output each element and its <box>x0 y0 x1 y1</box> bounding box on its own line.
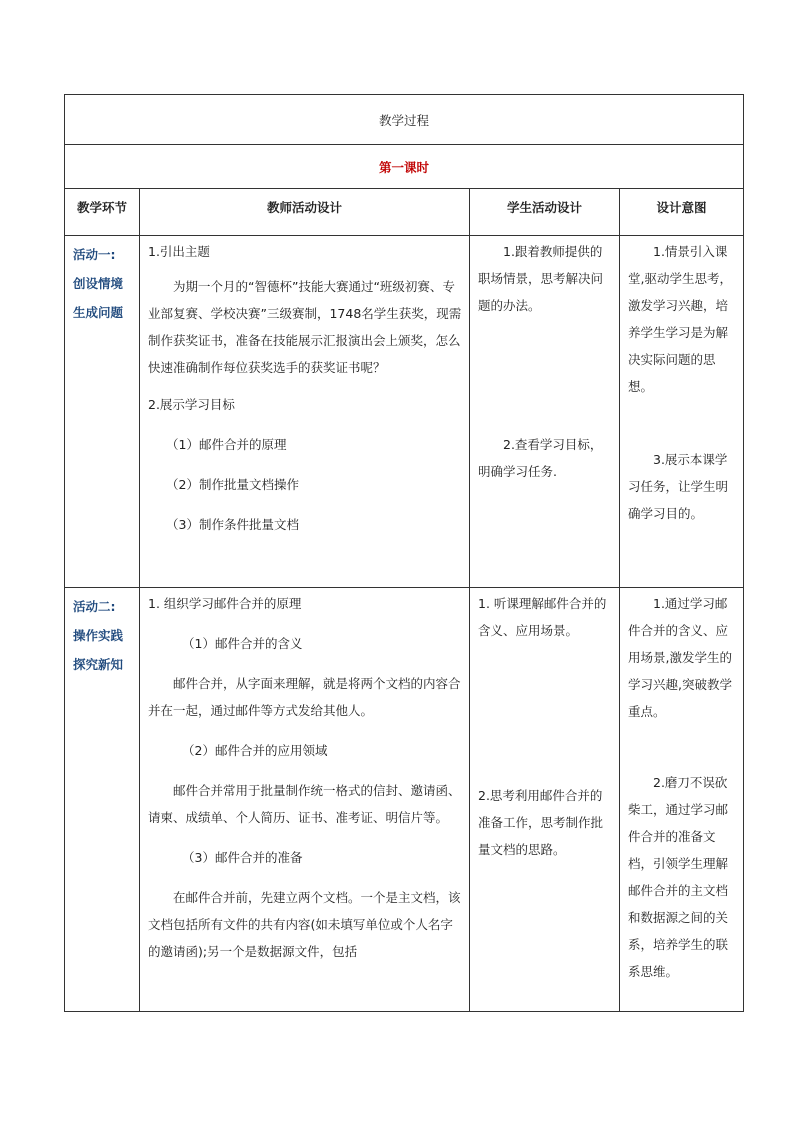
column-headers <box>65 189 744 236</box>
lesson-plan-table <box>64 94 744 1012</box>
teacher-paragraph: 在邮件合并前，先建立两个文档。一个是主文档，该文档包括所有文件的共有内容(如未填写单位或个人名字的邀请函);另一个是数据源文件，包括 <box>148 890 461 959</box>
student-paragraph: 1.跟着教师提供的职场情景，思考解决问题的办法。 <box>478 244 604 313</box>
teacher-paragraph: 邮件合并常用于批量制作统一格式的信封、邀请函、请柬、成绩单、个人简历、证书、准考证、明信片等。 <box>148 783 461 825</box>
teacher-activity <box>140 236 470 588</box>
design-intent <box>620 236 744 588</box>
teacher-paragraph: （3）制作条件批量文档 <box>166 517 299 532</box>
student-activity <box>470 236 620 588</box>
teacher-paragraph: （1）邮件合并的原理 <box>166 437 287 452</box>
student-paragraph: 1. 听课理解邮件合并的含义、应用场景。 <box>478 596 607 638</box>
teacher-paragraph: 2.展示学习目标 <box>148 397 235 412</box>
student-paragraph: 2.思考利用邮件合并的准备工作，思考制作批量文档的思路。 <box>478 788 604 857</box>
intent-paragraph: 3.展示本课学习任务，让学生明确学习目的。 <box>628 452 729 521</box>
teacher-paragraph: 邮件合并，从字面来理解，就是将两个文档的内容合并在一起，通过邮件等方式发给其他人。 <box>148 676 461 718</box>
teacher-activity <box>140 588 470 1012</box>
student-activity <box>470 588 620 1012</box>
teacher-paragraph: （3）邮件合并的准备 <box>182 850 303 865</box>
column-header-student: 学生活动设计 <box>470 189 620 236</box>
teacher-paragraph: 1. 组织学习邮件合并的原理 <box>148 596 302 611</box>
column-header-teacher: 教师活动设计 <box>140 189 470 236</box>
teacher-paragraph: （2）邮件合并的应用领域 <box>182 743 328 758</box>
activity-row-2 <box>65 588 744 1012</box>
teacher-paragraph: （2）制作批量文档操作 <box>166 477 299 492</box>
teacher-paragraph: （1）邮件合并的含义 <box>182 636 303 651</box>
teacher-paragraph: 为期一个月的“智德杯”技能大赛通过“班级初赛、专业部复赛、学校决赛”三级赛制，1748名学生获奖，现需制作获奖证书，准备在技能展示汇报演出会上颁奖，怎么快速准确制作每位获奖选手的获奖证书呢？ <box>148 279 462 375</box>
column-header-stage: 教学环节 <box>65 189 140 236</box>
intent-paragraph: 2.磨刀不误砍柴工，通过学习邮件合并的准备文档，引领学生理解邮件合并的主文档和数据源之间的关系，培养学生的联系思维。 <box>628 775 729 979</box>
column-header-intent: 设计意图 <box>620 189 744 236</box>
teacher-paragraph: 1.引出主题 <box>148 244 210 259</box>
design-intent <box>620 588 744 1012</box>
intent-paragraph: 1.通过学习邮件合并的含义、应用场景,激发学生的学习兴趣,突破教学重点。 <box>628 596 732 719</box>
table-title: 教学过程 <box>65 95 744 145</box>
activity-label: 活动二: 操作实践 探究新知 <box>65 588 140 1012</box>
activity-label: 活动一: 创设情境 生成问题 <box>65 236 140 588</box>
activity-row-1 <box>65 236 744 588</box>
lesson-period: 第一课时 <box>65 145 744 189</box>
student-paragraph: 2.查看学习目标，明确学习任务. <box>478 437 603 479</box>
intent-paragraph: 1.情景引入课堂,驱动学生思考，激发学习兴趣，培养学生学习是为解决实际问题的思想。 <box>628 244 732 394</box>
